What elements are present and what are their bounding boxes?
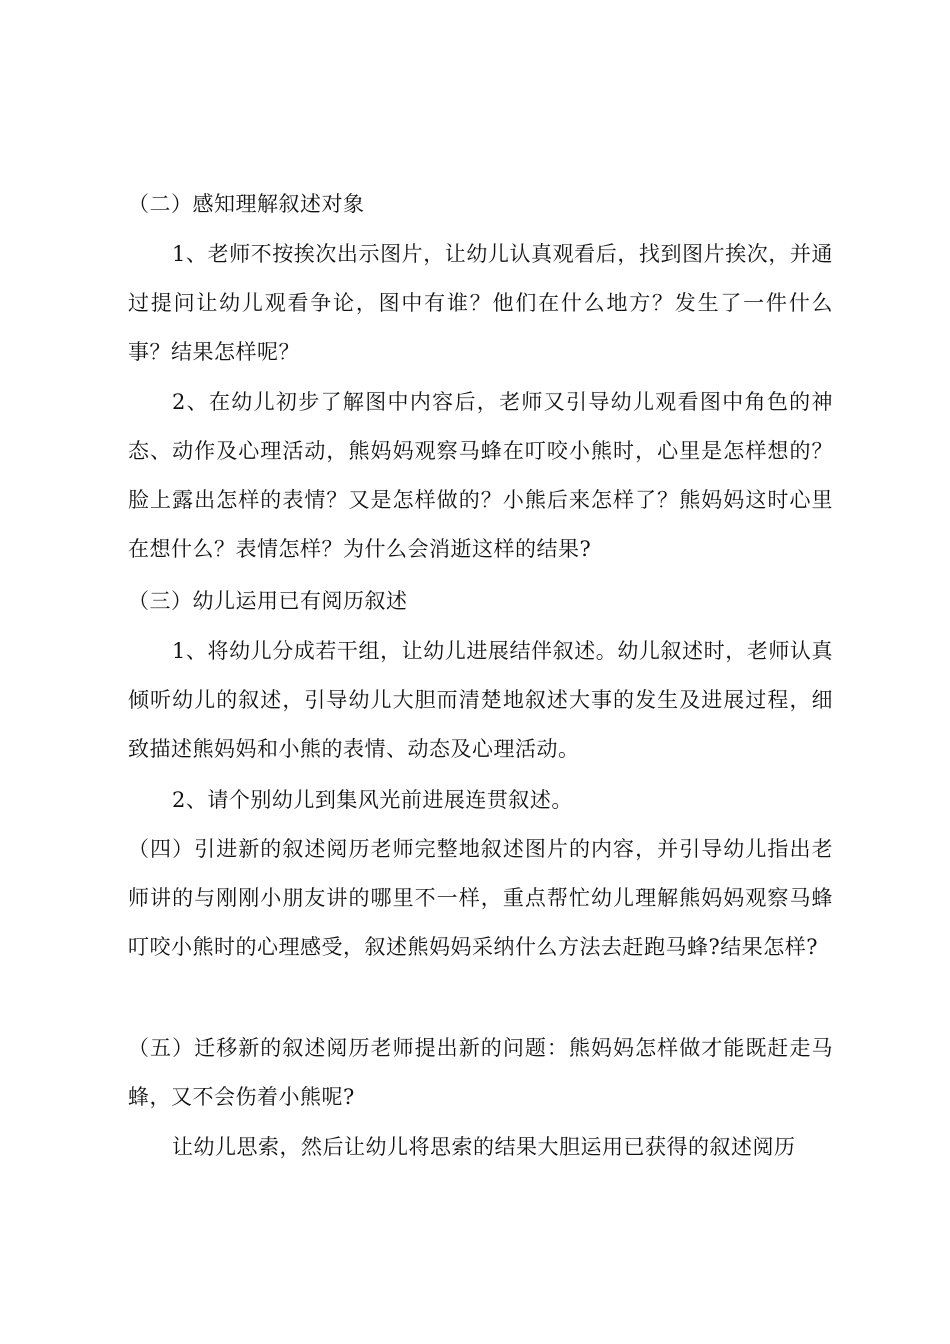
body-paragraph: 1、老师不按挨次出示图片，让幼儿认真观看后，找到图片挨次，并通过提问让幼儿观看争论，图中有谁？他们在什么地方？发生了一件什么事？结果怎样呢？ (128, 242, 833, 364)
section-heading-4: （四）引进新的叙述阅历老师完整地叙述图片的内容，并引导幼儿指出老师讲的与刚刚小朋友讲的哪里不一样，重点帮忙幼儿理解熊妈妈观察马蜂叮咬小熊时的心理感受，叙述熊妈妈采纳什么方法去赶跑马蜂?结果怎样? (128, 837, 833, 959)
section-heading-3: （三）幼儿运用已有阅历叙述 (128, 589, 408, 613)
section-heading-5: （五）迁移新的叙述阅历老师提出新的问题：熊妈妈怎样做才能既赶走马蜂，又不会伤着小熊呢? (128, 1036, 833, 1109)
body-paragraph: 2、在幼儿初步了解图中内容后，老师又引导幼儿观看图中角色的神态、动作及心理活动，熊妈妈观察马蜂在叮咬小熊时，心里是怎样想的？脸上露出怎样的表情？又是怎样做的？小熊后来怎样了？熊妈妈这时心里在想什么？表情怎样？为什么会消逝这样的结果? (128, 390, 833, 561)
body-paragraph: 让幼儿思索，然后让幼儿将思索的结果大胆运用已获得的叙述阅历 (172, 1135, 796, 1159)
body-paragraph: 2、请个别幼儿到集风光前进展连贯叙述。 (172, 788, 573, 812)
body-paragraph: 1、将幼儿分成若干组，让幼儿进展结伴叙述。幼儿叙述时，老师认真倾听幼儿的叙述，引导幼儿大胆而清楚地叙述大事的发生及进展过程，细致描述熊妈妈和小熊的表情、动态及心理活动。 (128, 639, 833, 761)
section-heading-2: （二）感知理解叙述对象 (128, 192, 365, 216)
